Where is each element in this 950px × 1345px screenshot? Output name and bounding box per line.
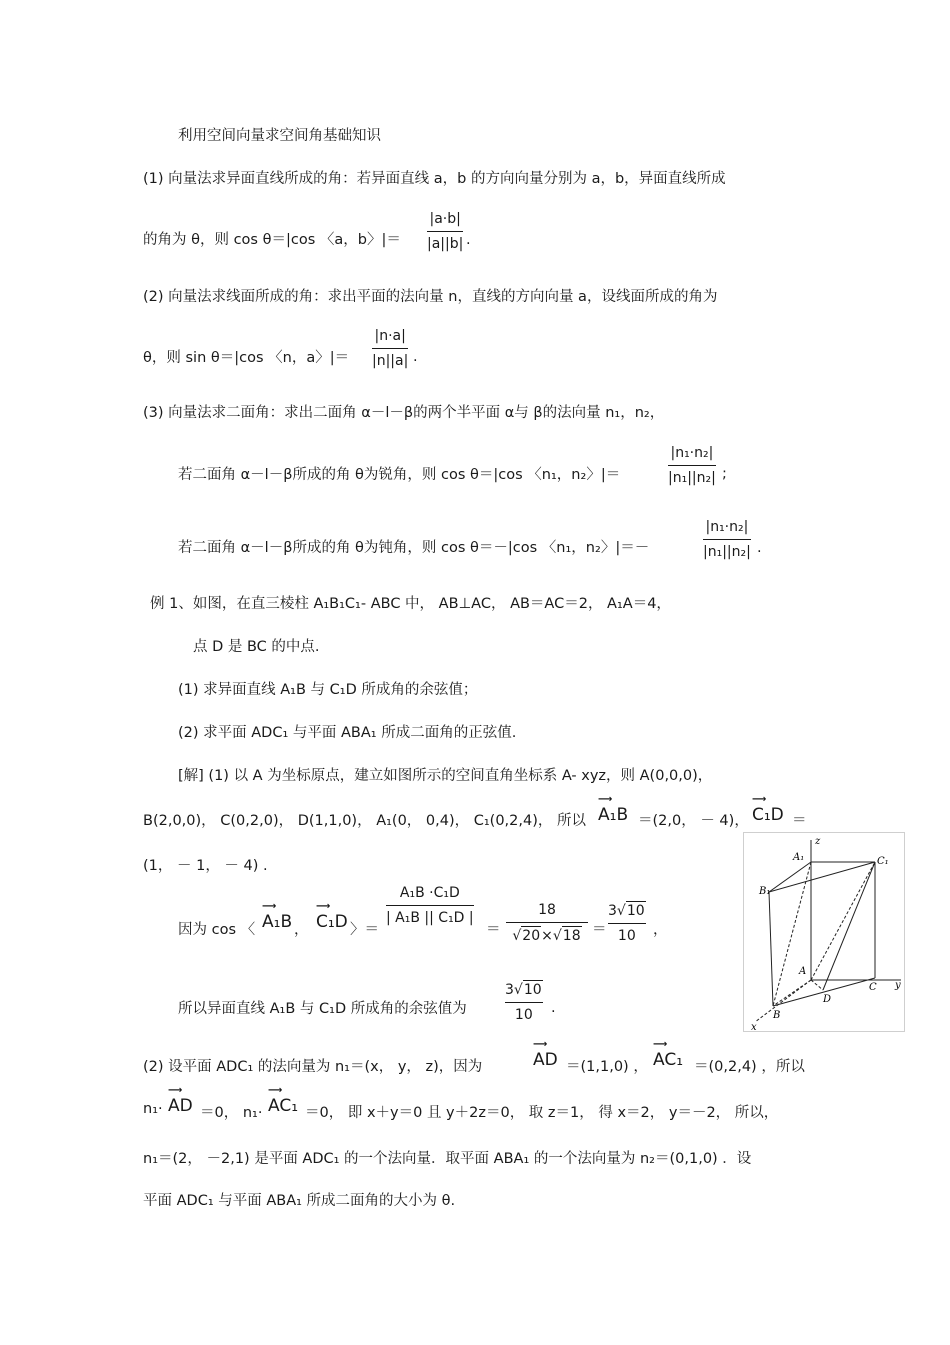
- vector-label: C₁D: [752, 805, 784, 825]
- label-y: y: [895, 980, 901, 991]
- part2-line3: n₁＝(2， －2,1) 是平面 ADC₁ 的一个法向量．取平面 ABA₁ 的一个法向量为 n₂＝(0,1,0) ．设: [143, 1151, 752, 1167]
- solution-line3: (1， － 1， － 4) .: [143, 858, 268, 874]
- vector-arrow-icon: ⟶: [533, 1039, 547, 1050]
- s3-acute-fraction: [668, 444, 716, 487]
- segment-ad: [811, 980, 823, 990]
- cos-numbers-numerator: 18: [538, 902, 556, 918]
- s1-line1: (1) 向量法求异面直线所成的角：若异面直线 a，b 的方向向量分别为 a，b，异面直线所成: [143, 171, 726, 187]
- edge-b1c1: [769, 862, 875, 892]
- label-a1: A₁: [793, 852, 805, 863]
- equals-2: ＝: [592, 922, 607, 938]
- vector-a1b: [598, 795, 628, 825]
- cos-numbers-denominator: √20×√18: [512, 928, 581, 944]
- conclusion-numerator: 3√10: [505, 982, 542, 998]
- part2-line2-vector-ad: [168, 1086, 193, 1116]
- s1-fraction: [427, 210, 463, 253]
- example-line2: 点 D 是 BC 的中点.: [193, 639, 320, 655]
- part2-line2a: n₁·: [143, 1101, 163, 1117]
- conclusion-fraction: [505, 980, 543, 1024]
- times-sign: ×: [541, 928, 553, 944]
- part2-line1c: ＝(0,2,4) ，所以: [694, 1059, 805, 1075]
- vector-arrow-icon: ⟶: [262, 901, 276, 912]
- s3-obtuse-end: .: [757, 540, 762, 556]
- example-line1: 例 1、如图，在直三棱柱 A₁B₁C₁- ABC 中， AB⊥AC， AB＝AC＝2， A₁A＝4，: [150, 596, 671, 612]
- vector-arrow-icon: ⟶: [598, 794, 612, 805]
- prism-figure: [743, 832, 905, 1032]
- part2-line4: 平面 ADC₁ 与平面 ABA₁ 所成二面角的大小为 θ.: [143, 1193, 456, 1209]
- part2-line2-vector-ac1: [268, 1086, 298, 1116]
- conclusion-text: 所以异面直线 A₁B 与 C₁D 所成角的余弦值为: [178, 1001, 467, 1017]
- cos-fraction-numbers: [506, 901, 588, 945]
- s3-acute-denominator: |n₁||n₂|: [668, 470, 716, 486]
- s3-obtuse-numerator: |n₁·n₂|: [705, 519, 749, 535]
- solution-line2a: B(2,0,0)， C(0,2,0)， D(1,1,0)， A₁(0， 0,4)， C₁(0,2,4)， 所以: [143, 813, 586, 829]
- s1-formula-text: 的角为 θ，则 cos θ＝|cos 〈a，b〉|＝: [143, 232, 401, 248]
- cos-fraction-denominator: | A₁B || C₁D |: [386, 910, 474, 926]
- label-z: z: [815, 836, 821, 847]
- cos-fraction-result: [608, 901, 646, 945]
- sqrt-18: 18: [562, 928, 581, 944]
- vector-arrow-icon: ⟶: [168, 1085, 182, 1096]
- vector-c1d: [752, 795, 784, 825]
- s3-acute: 若二面角 α－l－β所成的角 θ为锐角，则 cos θ＝|cos 〈n₁，n₂〉|＝: [178, 467, 621, 483]
- s3-line1: (3) 向量法求二面角：求出二面角 α－l－β的两个半平面 α与 β的法向量 n₁，n₂，: [143, 405, 665, 421]
- segment-ac1: [811, 862, 875, 980]
- vector-arrow-icon: ⟶: [268, 1085, 282, 1096]
- label-b: B: [773, 1010, 781, 1021]
- because-vector-c1d: [316, 902, 348, 932]
- vector-arrow-icon: ⟶: [653, 1039, 667, 1050]
- vector-label: AC₁: [653, 1050, 684, 1070]
- solution-line2c: ＝: [792, 813, 807, 829]
- solution-line1: [解] (1) 以 A 为坐标原点，建立如图所示的空间直角坐标系 A- xyz，则 A(0,0,0)，: [178, 768, 713, 784]
- page-title: 利用空间向量求空间角基础知识: [178, 128, 381, 144]
- because-text: 因为 cos 〈: [178, 922, 256, 938]
- label-d: D: [823, 994, 832, 1005]
- s3-acute-end: ;: [722, 466, 727, 482]
- label-b1: B₁: [759, 886, 771, 897]
- label-a: A: [799, 966, 807, 977]
- cos-fraction-numerator: A₁B ·C₁D: [399, 885, 460, 901]
- conclusion-denominator: 10: [514, 1007, 533, 1023]
- edge-b1b: [769, 892, 773, 1006]
- vector-label: C₁D: [316, 912, 348, 932]
- s2-line1: (2) 向量法求线面所成的角：求出平面的法向量 n，直线的方向向量 a，设线面所成的角为: [143, 289, 718, 305]
- s2-fraction: [372, 327, 408, 370]
- s3-obtuse: 若二面角 α－l－β所成的角 θ为钝角，则 cos θ＝－|cos 〈n₁，n₂〉|＝－: [178, 540, 650, 556]
- s1-numerator: |a·b|: [429, 211, 461, 227]
- solution-line2b: ＝(2,0， － 4)，: [638, 813, 749, 829]
- part2-line2b: ＝0， n₁·: [200, 1105, 263, 1121]
- s2-end: .: [413, 349, 418, 365]
- example-question-2: (2) 求平面 ADC₁ 与平面 ABA₁ 所成二面角的正弦值.: [178, 725, 517, 741]
- s1-line2: [143, 228, 401, 249]
- s2-numerator: |n·a|: [374, 328, 406, 344]
- label-x: x: [751, 1022, 757, 1032]
- sqrt-10: 10: [626, 903, 645, 919]
- conclusion-end: .: [551, 1000, 556, 1016]
- sqrt-10: 10: [523, 982, 542, 998]
- part2-vector-ad: [533, 1040, 558, 1070]
- vector-label: A₁B: [598, 805, 629, 825]
- label-c: C: [869, 982, 877, 993]
- vector-arrow-icon: ⟶: [316, 901, 330, 912]
- coef-3: 3: [505, 982, 514, 998]
- part2-line1a: (2) 设平面 ADC₁ 的法向量为 n₁＝(x， y， z)，因为: [143, 1059, 483, 1075]
- vector-label: A₁B: [262, 912, 293, 932]
- label-c1: C₁: [877, 856, 889, 867]
- because-comma: ，: [294, 922, 309, 938]
- equals-1: ＝: [486, 922, 501, 938]
- part2-vector-ac1: [653, 1040, 683, 1070]
- s2-line2: θ，则 sin θ＝|cos 〈n，a〉|＝: [143, 350, 350, 366]
- s1-end: .: [466, 232, 471, 248]
- cos-fraction-vectors: [386, 884, 474, 927]
- sqrt-20: 20: [522, 928, 541, 944]
- cos-result-numerator: 3√10: [608, 903, 645, 919]
- vector-label: AD: [168, 1096, 193, 1116]
- s3-obtuse-denominator: |n₁||n₂|: [703, 544, 751, 560]
- cos-result-denominator: 10: [617, 928, 636, 944]
- vector-label: AC₁: [268, 1096, 299, 1116]
- comma-after-result: ，: [653, 922, 668, 938]
- s1-denominator: |a||b|: [427, 236, 464, 252]
- s3-obtuse-fraction: [703, 518, 751, 561]
- part2-line1b: ＝(1,1,0) ，: [566, 1059, 648, 1075]
- segment-c1d: [823, 862, 875, 990]
- s3-acute-numerator: |n₁·n₂|: [670, 445, 714, 461]
- part2-line2c: ＝0， 即 x＋y＝0 且 y＋2z＝0， 取 z＝1， 得 x＝2， y＝－2， 所以，: [305, 1105, 779, 1121]
- coef-3: 3: [608, 903, 617, 919]
- because-close: 〉＝: [350, 922, 379, 938]
- example-question-1: (1) 求异面直线 A₁B 与 C₁D 所成角的余弦值；: [178, 682, 478, 698]
- vector-arrow-icon: ⟶: [752, 794, 766, 805]
- s2-denominator: |n||a|: [372, 353, 409, 369]
- vector-label: AD: [533, 1050, 558, 1070]
- because-vector-a1b: [262, 902, 292, 932]
